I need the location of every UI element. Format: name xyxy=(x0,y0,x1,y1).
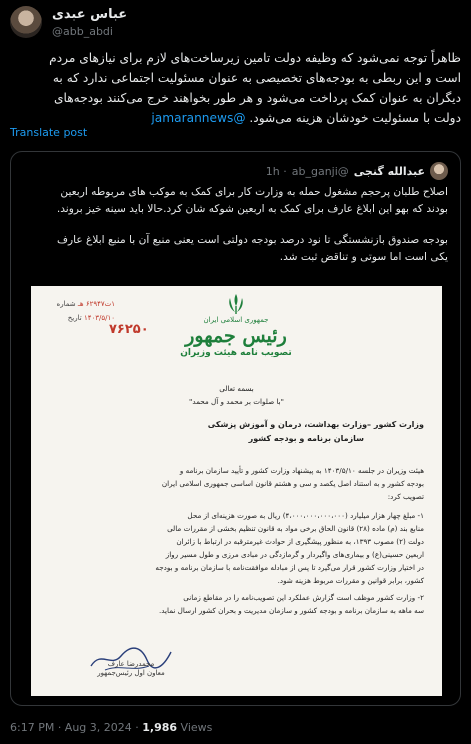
author-name[interactable]: عباس عبدی xyxy=(52,7,128,22)
signer-name: محمدرضا عارف xyxy=(107,660,155,668)
letterhead-subtitle: تصویب نامه هیئت وزیران xyxy=(180,348,292,358)
quoted-post[interactable] xyxy=(10,151,461,706)
document-letterhead xyxy=(151,316,321,358)
ref-number-value: ۱ت۶۲۹۴۷ هـ xyxy=(77,300,115,308)
document-body xyxy=(49,464,424,617)
post-body-line-text: دولت با مسئولیت خودشان هزینه می‌شود. xyxy=(249,111,461,125)
post-header xyxy=(10,6,461,42)
document-number: ۷۶۲۵۰ xyxy=(109,322,149,337)
document-line: منابع بند (م) ماده (۲۸) قانون الحاق برخی مواد به قانون تنظیم بخشی از مقررات مالی xyxy=(167,524,424,533)
document-recipients xyxy=(49,418,424,446)
quoted-line: اصلاح طلبان پرحجم مشغول حمله به وزارت کار برای کمک به موکب های مربوطه اربعین xyxy=(60,186,448,198)
post-body-line xyxy=(10,108,461,128)
letterhead-title: رئیس جمهور xyxy=(185,325,287,347)
letterhead-country: جمهوری اسلامی ایران xyxy=(203,316,269,324)
ref-date-value: ۱۴۰۳/۵/۱۰ xyxy=(83,314,115,322)
quoted-post-header xyxy=(266,162,448,180)
salavat-text: "با صلوات بر محمد و آل محمد" xyxy=(189,397,284,406)
quoted-line: بودند که بهو این ابلاغ عارف برای کمک به اربعین شوکه شان کرد.حالا باید سینه خیز بروند. xyxy=(56,203,448,215)
document-line: بودجه کشور و به استناد اصل یکصد و سی و هشتم قانون اساسی جمهوری اسلامی ایران xyxy=(161,479,424,488)
document-line: هیئت وزیران در جلسه ۱۴۰۳/۵/۱۰ به پیشنهاد وزارت کشور و تأیید سازمان برنامه و xyxy=(179,466,424,475)
document-line: ۲- وزارت کشور موظف است گزارش عملکرد این تصویب‌نامه را در مقاطع زمانی xyxy=(183,593,424,602)
signer-title: معاون اول رئیس‌جمهور xyxy=(97,669,165,677)
quoted-author-handle[interactable]: @ab_ganji xyxy=(291,164,349,178)
recipient-line: وزارت کشور –وزارت بهداشت، درمان و آموزش پزشکی xyxy=(207,420,424,429)
recipient-line: سازمان برنامه و بودجه کشور xyxy=(248,434,364,443)
translate-post-link[interactable]: Translate post xyxy=(10,126,88,139)
ref-number-label: شماره xyxy=(56,300,76,308)
views-label: Views xyxy=(177,721,213,734)
author-avatar[interactable] xyxy=(10,6,42,38)
views-count: 1,986 xyxy=(142,721,178,734)
document-line: ۱- مبلغ چهار هزار میلیارد (۴،۰۰۰،۰۰۰،۰۰۰،۰۰۰) ریال به صورت هزینه‌ای از محل xyxy=(187,511,424,520)
document-line: اربعین حسینی(ع) و بیماری‌های واگیردار و گرمازدگی در مبادی مرزی و طول مسیر رواز xyxy=(165,550,424,559)
quoted-line: بودجه صندوق بازنشستگی تا نود درصد بودجه دولتی است یعنی منبع آن با منبع ابلاغ عارف xyxy=(57,234,448,246)
post-meta xyxy=(10,721,212,734)
post-body xyxy=(10,48,461,128)
quoted-post-time: · 1h xyxy=(265,164,287,178)
document-reference xyxy=(45,300,115,328)
post-timestamp[interactable]: 6:17 PM · Aug 3, 2024 · xyxy=(10,721,143,734)
quoted-author-name[interactable]: عبدالله گنجی xyxy=(353,164,425,178)
mention-link[interactable]: @jamarannews xyxy=(151,111,246,125)
iran-emblem-icon xyxy=(225,292,247,316)
quoted-post-body xyxy=(21,184,448,266)
document-line: کشور، برابر قوانین و مقررات مربوط هزینه شود. xyxy=(277,576,424,585)
author-handle[interactable]: @abb_abdi xyxy=(52,25,113,38)
quoted-line: یکی است اما سوتی و تناقض ثبت شد. xyxy=(279,251,448,263)
post-body-line: دیگران به عنوان کمک پرداخت می‌شود و هر طور بخواهند خرج می‌کنند بودجه‌های xyxy=(53,91,461,105)
document-invocation xyxy=(49,382,424,408)
post-body-line: است و این ربطی به بودجه‌های تخصیصی به عنوان مسئولیت اجتماعی ندارد که به xyxy=(52,71,461,85)
document-line: در اختیار وزارت کشور قرار می‌گیرد تا پس از مبادله موافقت‌نامه با سازمان برنامه و بودجه xyxy=(155,563,424,572)
basmala-text: بسمه تعالی xyxy=(219,384,254,393)
document-line: دولت (۲) مصوب ۱۳۹۳، به منظور پیشگیری از حوادث غیرمترقبه در ارتباط با زائران xyxy=(176,537,424,546)
document-line: سه ماهه به سازمان برنامه و بودجه کشور و سازمان مدیریت و بحران کشور ارسال نماید. xyxy=(158,606,424,615)
document-line: تصویب کرد: xyxy=(387,492,424,501)
quoted-author-avatar[interactable] xyxy=(430,162,448,180)
ref-date-label: تاریخ xyxy=(67,314,82,322)
attached-document-image[interactable] xyxy=(31,286,442,696)
document-signer xyxy=(91,660,171,678)
post-body-line: ظاهراً توجه نمی‌شود که وظیفه دولت تامین زیرساخت‌های لازم برای نیازهای مردم xyxy=(49,51,461,65)
